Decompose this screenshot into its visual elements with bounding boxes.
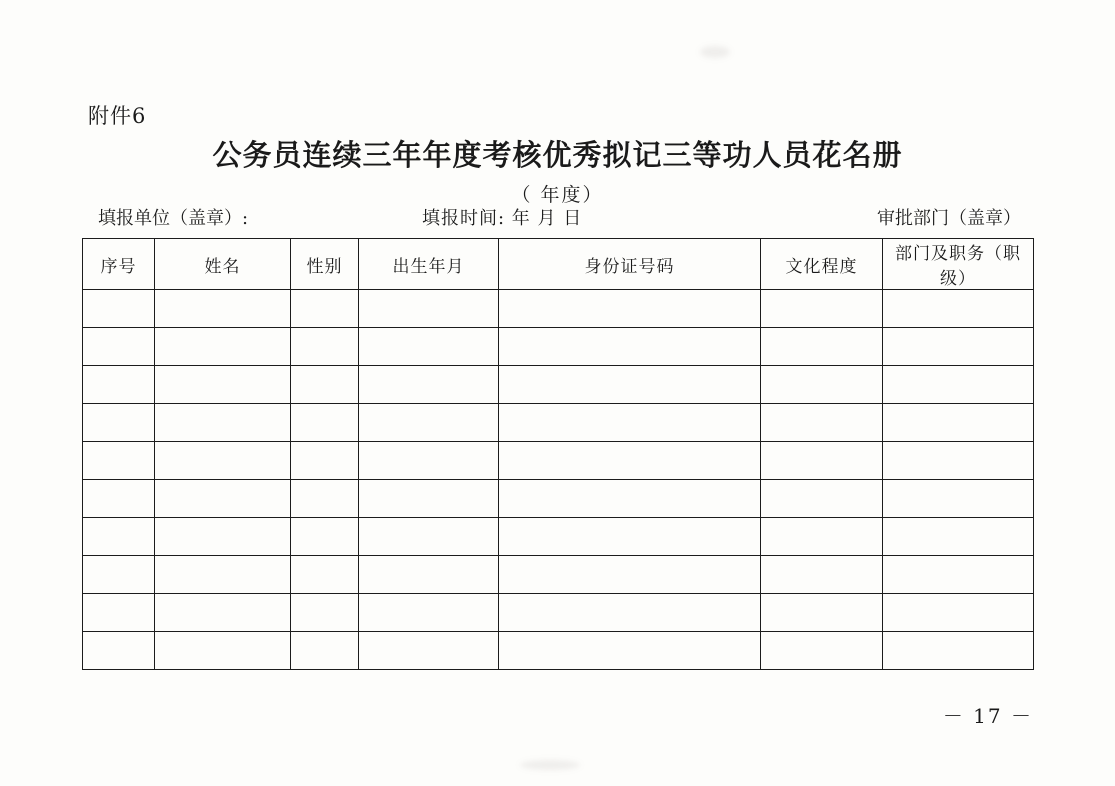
table-row [83, 518, 1034, 556]
table-row [83, 556, 1034, 594]
table-cell[interactable] [499, 632, 761, 670]
table-cell[interactable] [291, 366, 359, 404]
scan-smudge [520, 760, 580, 770]
table-cell[interactable] [359, 518, 499, 556]
roster-table [82, 238, 1034, 670]
table-cell[interactable] [155, 328, 291, 366]
table-cell[interactable] [499, 518, 761, 556]
table-cell[interactable] [291, 290, 359, 328]
table-cell[interactable] [83, 290, 155, 328]
column-header-id-number: 身份证号码 [499, 239, 761, 290]
table-row [83, 442, 1034, 480]
table-cell[interactable] [359, 290, 499, 328]
table-cell[interactable] [291, 632, 359, 670]
table-cell[interactable] [359, 366, 499, 404]
table-cell[interactable] [761, 328, 883, 366]
table-cell[interactable] [155, 442, 291, 480]
meta-reporting-time: 填报时间: 年 月 日 [422, 208, 583, 229]
column-header-birthdate: 出生年月 [359, 239, 499, 290]
table-cell[interactable] [499, 480, 761, 518]
table-cell[interactable] [761, 366, 883, 404]
table-cell[interactable] [83, 366, 155, 404]
table-cell[interactable] [883, 404, 1034, 442]
table-cell[interactable] [499, 594, 761, 632]
table-cell[interactable] [883, 442, 1034, 480]
page-number: － 17 － [942, 704, 1033, 728]
table-cell[interactable] [761, 404, 883, 442]
column-header-index: 序号 [83, 239, 155, 290]
table-cell[interactable] [499, 328, 761, 366]
table-cell[interactable] [155, 556, 291, 594]
table-cell[interactable] [83, 442, 155, 480]
table-cell[interactable] [883, 366, 1034, 404]
table-cell[interactable] [291, 480, 359, 518]
table-row [83, 404, 1034, 442]
meta-row [82, 204, 1033, 228]
table-cell[interactable] [155, 480, 291, 518]
page-title: 公务员连续三年年度考核优秀拟记三等功人员花名册 [212, 138, 903, 172]
table-cell[interactable] [359, 480, 499, 518]
table-cell[interactable] [83, 480, 155, 518]
table-cell[interactable] [155, 366, 291, 404]
table-row [83, 366, 1034, 404]
table-cell[interactable] [761, 556, 883, 594]
table-cell[interactable] [359, 556, 499, 594]
column-header-gender: 性别 [291, 239, 359, 290]
table-cell[interactable] [761, 290, 883, 328]
table-cell[interactable] [155, 632, 291, 670]
table-cell[interactable] [499, 290, 761, 328]
meta-reporting-unit: 填报单位（盖章）: [98, 208, 249, 229]
table-cell[interactable] [883, 328, 1034, 366]
table-cell[interactable] [499, 442, 761, 480]
table-row [83, 632, 1034, 670]
table-cell[interactable] [155, 594, 291, 632]
table-cell[interactable] [761, 594, 883, 632]
table-cell[interactable] [761, 518, 883, 556]
table-cell[interactable] [291, 556, 359, 594]
table-cell[interactable] [499, 404, 761, 442]
table-cell[interactable] [83, 632, 155, 670]
table-cell[interactable] [761, 632, 883, 670]
table-cell[interactable] [291, 518, 359, 556]
table-cell[interactable] [83, 328, 155, 366]
table-cell[interactable] [291, 404, 359, 442]
scan-smudge [700, 46, 730, 58]
table-cell[interactable] [83, 518, 155, 556]
table-cell[interactable] [359, 594, 499, 632]
table-cell[interactable] [883, 290, 1034, 328]
table-cell[interactable] [883, 556, 1034, 594]
table-cell[interactable] [291, 442, 359, 480]
table-cell[interactable] [155, 290, 291, 328]
table-cell[interactable] [359, 442, 499, 480]
column-header-name: 姓名 [155, 239, 291, 290]
table-cell[interactable] [83, 404, 155, 442]
attachment-label: 附件6 [88, 104, 147, 128]
table-cell[interactable] [499, 556, 761, 594]
table-cell[interactable] [291, 594, 359, 632]
page-subtitle-year: （ 年度） [511, 184, 604, 206]
table-row [83, 290, 1034, 328]
table-cell[interactable] [883, 594, 1034, 632]
table-cell[interactable] [155, 518, 291, 556]
table-cell[interactable] [359, 328, 499, 366]
table-cell[interactable] [499, 366, 761, 404]
table-cell[interactable] [883, 518, 1034, 556]
table-row [83, 480, 1034, 518]
table-cell[interactable] [883, 480, 1034, 518]
table-cell[interactable] [83, 556, 155, 594]
table-cell[interactable] [883, 632, 1034, 670]
table-cell[interactable] [359, 632, 499, 670]
column-header-education: 文化程度 [761, 239, 883, 290]
table-header-row [83, 239, 1034, 290]
table-cell[interactable] [761, 442, 883, 480]
table-cell[interactable] [291, 328, 359, 366]
table-row [83, 594, 1034, 632]
table-cell[interactable] [359, 404, 499, 442]
table-row [83, 328, 1034, 366]
table-cell[interactable] [761, 480, 883, 518]
meta-approval-department: 审批部门（盖章） [877, 208, 1021, 229]
table-cell[interactable] [155, 404, 291, 442]
table-cell[interactable] [83, 594, 155, 632]
column-header-department: 部门及职务（职级） [883, 239, 1034, 290]
